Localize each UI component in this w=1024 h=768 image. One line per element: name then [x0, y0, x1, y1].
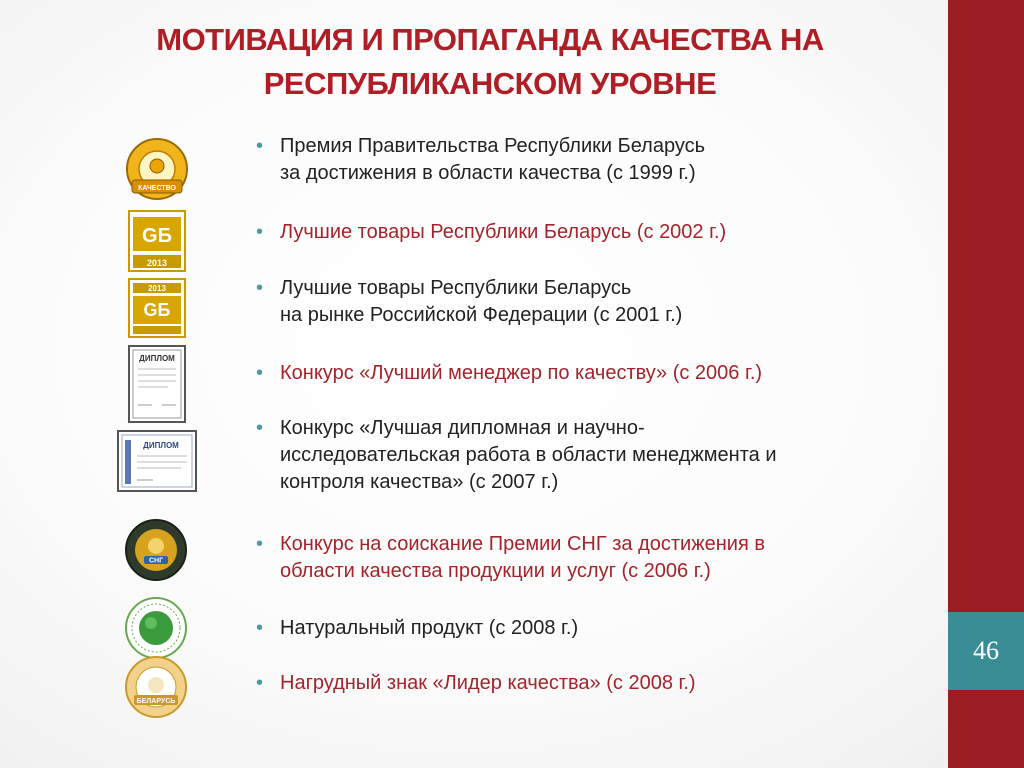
svg-text:GБ: GБ — [143, 300, 171, 320]
svg-text:БЕЛАРУСЬ: БЕЛАРУСЬ — [136, 698, 176, 705]
svg-text:GБ: GБ — [142, 225, 172, 247]
government-prize-emblem-icon — [122, 136, 192, 206]
bullet-dot: • — [256, 617, 264, 639]
svg-text:ДИПЛОМ: ДИПЛОМ — [143, 441, 179, 450]
page-number-box — [948, 612, 1024, 690]
bullet-dot: • — [256, 417, 264, 439]
bullet-dot: • — [256, 533, 264, 555]
diploma-vertical-icon — [128, 345, 186, 423]
bullet-dot: • — [256, 362, 264, 384]
slide-title — [60, 18, 920, 106]
title-line-2: РЕСПУБЛИКАНСКОМ УРОВНЕ — [263, 66, 717, 101]
natural-product-seal-icon — [124, 596, 188, 660]
svg-text:СНГ: СНГ — [148, 557, 164, 565]
cis-prize-medal-icon — [124, 518, 188, 582]
best-goods-russia-logo-icon — [128, 278, 186, 338]
svg-text:ДИПЛОМ: ДИПЛОМ — [139, 354, 175, 363]
title-line-1: МОТИВАЦИЯ И ПРОПАГАНДА КАЧЕСТВА НА — [156, 22, 824, 57]
svg-text:2013: 2013 — [146, 258, 168, 268]
svg-text:2013: 2013 — [148, 284, 166, 293]
best-goods-2013-logo-icon — [128, 210, 186, 272]
diploma-horizontal-icon — [117, 430, 197, 492]
svg-text:КАЧЕСТВО: КАЧЕСТВО — [138, 185, 176, 192]
bullet-dot: • — [256, 277, 264, 299]
bullet-dot: • — [256, 135, 264, 157]
bullet-dot: • — [256, 672, 264, 694]
bullet-dot: • — [256, 221, 264, 243]
quality-leader-badge-icon — [124, 655, 188, 719]
page-number: 46 — [973, 636, 999, 665]
